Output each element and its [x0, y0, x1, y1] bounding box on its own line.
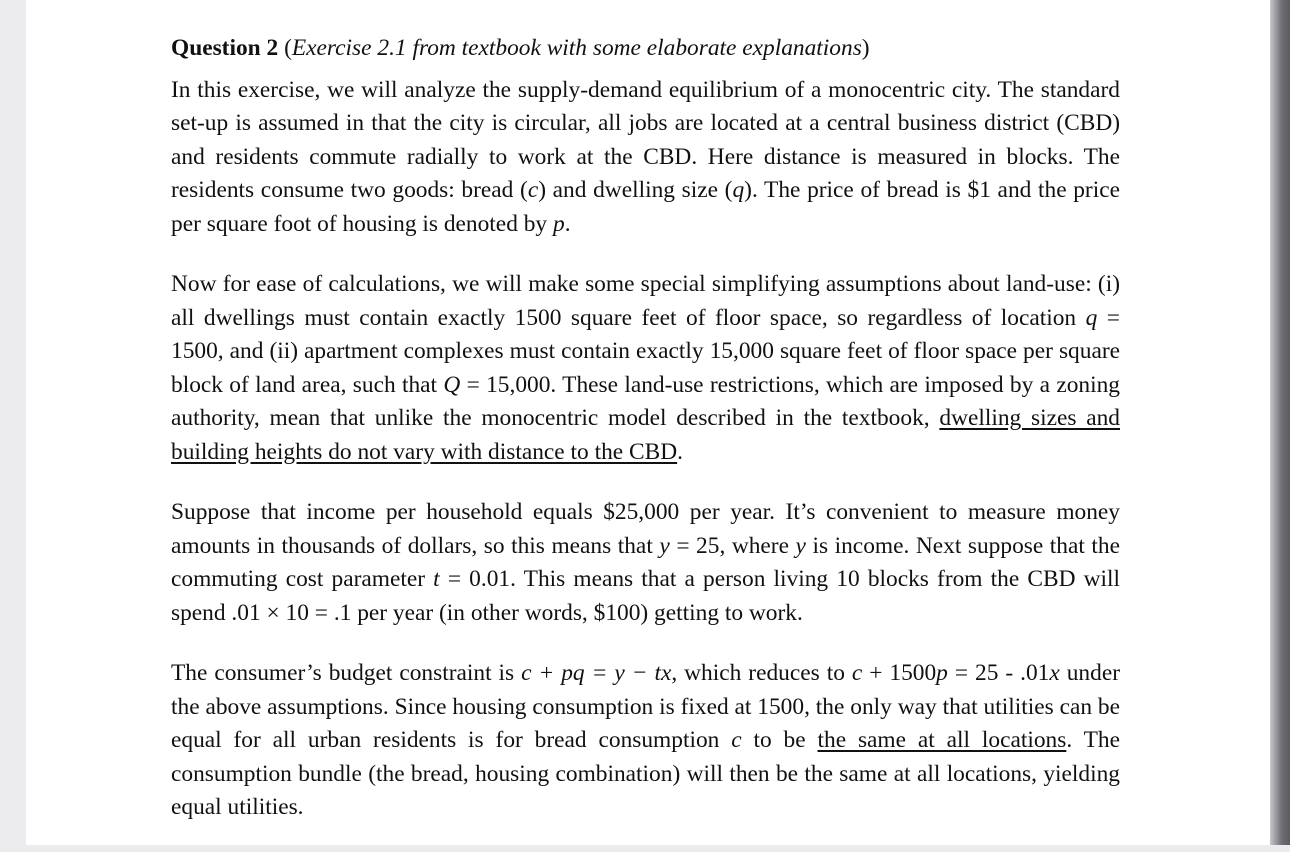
- paragraph-budget: [171, 657, 1120, 825]
- p3-text-4: = 0.01. This means that a person living 10 blocks from the CBD will spend .01 × 10 = .1 per year (in other words, $100) getting to work.: [171, 566, 1120, 626]
- var-p: p: [552, 210, 565, 237]
- var-c: c: [731, 727, 742, 753]
- p4-text-6: to be: [741, 727, 818, 753]
- p4-text-1: The consumer’s budget constraint is: [171, 660, 522, 686]
- underlined-phrase: dwelling sizes and building heights do not vary with distance to the CBD: [171, 405, 1120, 465]
- question-heading: [171, 32, 1120, 66]
- p4-text-3: + 1500: [862, 660, 937, 686]
- var-y: y: [659, 532, 670, 559]
- paragraph-setup: [171, 74, 1120, 242]
- var-x: x: [1049, 660, 1060, 686]
- p3-text-3: is income. Next suppose that the commuting cost parameter: [171, 532, 1120, 592]
- p4-text-5: under the above assumptions. Since housing consumption is fixed at 1500, the only way that utilities can be equal for all urban residents is for bread consumption: [171, 660, 1120, 753]
- window-edge: [1270, 0, 1290, 845]
- paragraph-assumptions: [171, 268, 1120, 469]
- p4-text-4: = 25 - .01: [947, 660, 1050, 686]
- p1-text-2: ) and dwelling size (: [538, 177, 733, 203]
- p4-text-2: , which reduces to: [671, 660, 852, 686]
- p2-text-4: .: [677, 438, 683, 465]
- p2-text-2: = 1500, and (ii) apartment complexes must contain exactly 15,000 square feet of floor space per square block of land area, such that: [171, 304, 1120, 398]
- p1-text-1: In this exercise, we will analyze the supply-demand equilibrium of a monocentric city. The standard set-up is assumed in that the city is circular, all jobs are located at a central business district (CBD) and residents commute radially to work at the CBD. Here distance is measured in blocks. The residents consume two goods: bread (: [171, 76, 1120, 203]
- var-c: c: [527, 177, 539, 203]
- p4-text-7: . The consumption bundle (the bread, housing combination) will then be the same at all locations, yielding equal utilities.: [171, 727, 1120, 820]
- var-y: y: [795, 532, 806, 559]
- var-Q: Q: [443, 371, 461, 398]
- p3-text-1: Suppose that income per household equals $25,000 per year. It’s convenient to measure money amounts in thousands of dollars, so this means that: [171, 499, 1120, 559]
- question-label: Question 2: [171, 35, 279, 61]
- var-t: t: [433, 566, 440, 592]
- var-q: q: [1085, 304, 1098, 331]
- p3-text-2: = 25, where: [669, 532, 796, 559]
- var-p: p: [936, 660, 948, 686]
- document-content: [171, 32, 1120, 852]
- heading-close-paren: ): [861, 35, 870, 61]
- p2-text-1: Now for ease of calculations, we will make some special simplifying assumptions about land-use: (i) all dwellings must contain exactly 1500 square feet of floor space, so regardless of location: [171, 271, 1120, 331]
- heading-open-paren: (: [278, 35, 292, 61]
- p1-text-3: ). The price of bread is $1 and the price per square foot of housing is denoted by: [171, 177, 1120, 237]
- p2-text-3: = 15,000. These land-use restrictions, which are imposed by a zoning authority, mean that unlike the monocentric model described in the textbook,: [171, 371, 1120, 431]
- p1-text-4: .: [564, 210, 571, 237]
- var-c: c: [851, 660, 863, 686]
- var-q: q: [732, 177, 745, 203]
- underlined-phrase: the same at all locations: [817, 727, 1067, 753]
- paragraph-income: [171, 496, 1120, 630]
- budget-equation: c + pq = y − tx: [521, 660, 672, 686]
- document-page: [26, 0, 1270, 845]
- question-subtitle: Exercise 2.1 from textbook with some elaborate explanations: [291, 35, 862, 61]
